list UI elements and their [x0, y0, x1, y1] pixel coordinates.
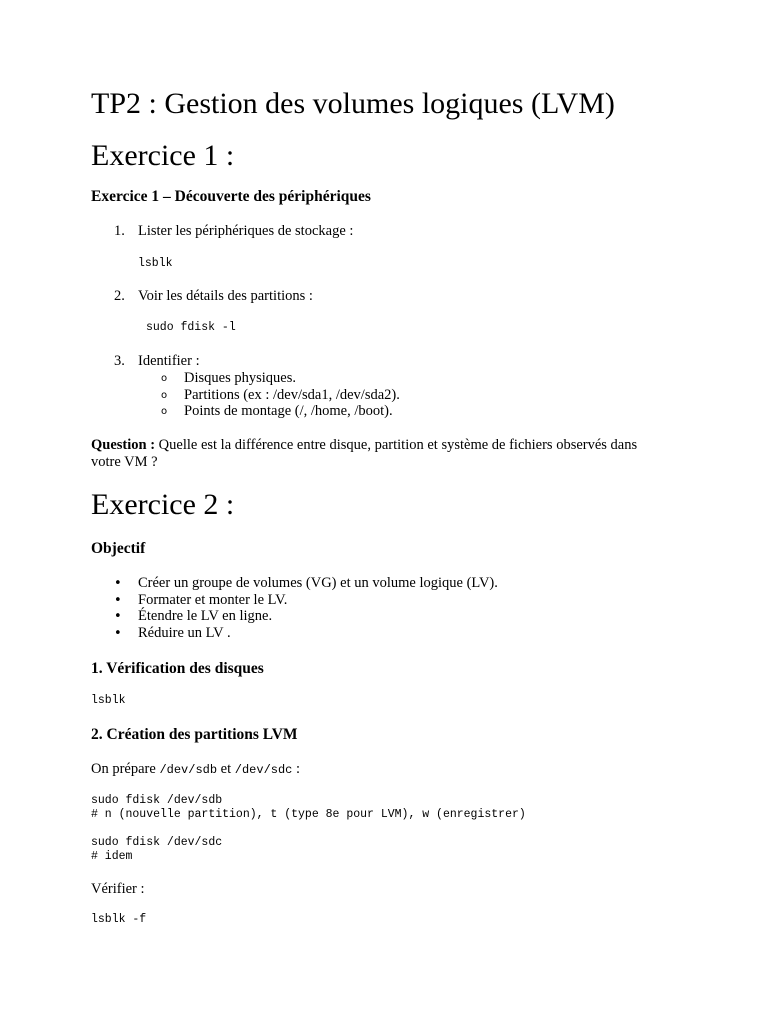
objective-2: Formater et monter le LV.: [138, 592, 288, 608]
intro-colon: :: [296, 761, 301, 777]
bullet-icon: •: [114, 593, 122, 608]
question-line-2: votre VM ?: [91, 454, 158, 470]
section-1-heading: 1. Vérification des disques: [91, 660, 264, 677]
intro-device-sdc: /dev/sdc: [234, 763, 293, 777]
sub-bullet-icon: o: [161, 373, 168, 384]
code-line: # idem: [91, 850, 133, 863]
bullet-icon: •: [114, 609, 122, 624]
question: [91, 438, 637, 453]
code-line: sudo fdisk /dev/sdc: [91, 836, 223, 849]
step-2-number: 2.: [114, 288, 125, 304]
objectif-heading: Objectif: [91, 540, 146, 557]
sub-item-3: Points de montage (/, /home, /boot).: [184, 403, 393, 419]
intro-and: et: [220, 761, 232, 777]
objective-3: Étendre le LV en ligne.: [138, 608, 273, 624]
section-1-code: lsblk: [91, 694, 126, 707]
step-3-number: 3.: [114, 353, 125, 369]
exercise-1-subheading: Exercice 1 – Découverte des périphériques: [91, 188, 371, 205]
intro-text: On prépare: [91, 761, 156, 777]
sub-bullet-icon: o: [161, 406, 168, 417]
step-1-number: 1.: [114, 223, 125, 239]
objective-4: Réduire un LV .: [138, 625, 231, 641]
sub-item-1: Disques physiques.: [184, 370, 296, 386]
bullet-icon: •: [114, 576, 122, 591]
intro-device-sdb: /dev/sdb: [159, 763, 218, 777]
sub-item-2: Partitions (ex : /dev/sda1, /dev/sda2).: [184, 387, 400, 403]
verify-code: lsblk -f: [91, 913, 147, 926]
exercise-2-heading: Exercice 2 :: [91, 488, 235, 521]
code-line: # n (nouvelle partition), t (type 8e pour LVM), w (enregistrer): [91, 808, 526, 821]
section-2-heading: 2. Création des partitions LVM: [91, 726, 298, 743]
step-3-text: Identifier :: [138, 353, 200, 369]
section-2-intro: [91, 762, 300, 777]
page-title: TP2 : Gestion des volumes logiques (LVM): [91, 87, 615, 120]
verify-label: Vérifier :: [91, 881, 145, 897]
question-label: Question :: [91, 437, 156, 453]
step-2-text: Voir les détails des partitions :: [138, 288, 313, 304]
step-1-code: lsblk: [138, 257, 173, 270]
bullet-icon: •: [114, 626, 122, 641]
step-1-text: Lister les périphériques de stockage :: [138, 223, 354, 239]
question-text: Quelle est la différence entre disque, partition et système de fichiers observés dans: [158, 437, 638, 453]
objective-1: Créer un groupe de volumes (VG) et un volume logique (LV).: [138, 575, 498, 591]
sub-bullet-icon: o: [161, 390, 168, 401]
step-2-code: sudo fdisk -l: [146, 321, 236, 334]
code-line: sudo fdisk /dev/sdb: [91, 794, 223, 807]
exercise-1-heading: Exercice 1 :: [91, 139, 235, 172]
